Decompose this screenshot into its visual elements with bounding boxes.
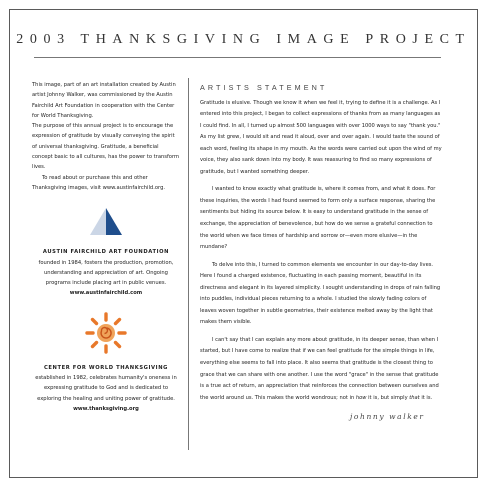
statement-paragraph-3: To delve into this, I turned to common elements we encounter in our day-to-day lives. Here I found a charged existence, fluctuating in each passing moment, beautiful in its directness and elegant in its layered simplicity. I sought understanding in drops of rain falling into puddles, individual pieces returning to a whole. I studied the slowly fading colors of leaves woven together in subtle geometries, their existence melted away by the light that makes them visible. — [200, 261, 441, 326]
column-divider — [188, 78, 189, 450]
page-title: 2003 THANKSGIVING IMAGE PROJECT — [16, 32, 471, 47]
statement-paragraph-1: Gratitude is elusive. Though we know it when we feel it, trying to define it is a challenge. As I entered into this project, I began to collect expressions of thanks from as many languages as I could find. In all, I turned up almost 500 languages with over 1000 ways to say "thank you." As my list grew, I would sit and read it aloud, over and over again. I would taste the sound of each word, feeling its shape in my mouth. As the words were carried out upon the wind of my voice, they also sank down into my body. It was reassuring to find so many expressions of gratitude, but I wanted something deeper. — [200, 99, 442, 175]
p4-start: I can't say that I can explain any more about gratitude, in its deeper sense, than when I started, but I have come to realize that if we can feel gratitude for the simple things in life, everything else seems to fall into place. It also seems that gratitude is the closest thing to grace that we can share with one another. I use the word "grace" in the sense that gratitude is a true act of return, an appreciation that reinforces the connection between ourselves and the world around us. This makes the world wondrous; not in — [200, 336, 439, 401]
p4-middle: it is, but simply — [366, 394, 410, 401]
foundation-url[interactable]: www.austinfairchild.com — [69, 290, 143, 297]
center-name: CENTER FOR WORLD THANKSGIVING — [44, 364, 168, 371]
center-description: established in 1982, celebrates humanity's oneness in expressing gratitude to God and is dedicated to exploring the healing and uniting power of gratitude. — [35, 375, 177, 402]
p4-emphasis-how: how — [355, 394, 367, 401]
artist-signature: johnny walker — [350, 412, 425, 421]
foundation-description: founded in 1984, fosters the production, promotion, understanding and appreciation of art. Ongoing programs include placing art in public venues. — [38, 259, 174, 287]
foundation-name: AUSTIN FAIRCHILD ART FOUNDATION — [42, 249, 170, 256]
foundation-block — [32, 207, 180, 298]
p4-end: it is. — [419, 394, 433, 401]
left-column — [32, 80, 180, 414]
orange-sun-spiral-icon — [84, 311, 128, 355]
center-block — [32, 311, 180, 414]
statement-paragraph-2: I wanted to know exactly what gratitude is, where it comes from, and what it does. For these inquiries, the words I had found seemed to form only a surface response, sharing the sentiments but hiding its source below. It is easy to understand gratitude in the sense of exchange, the appreciation of benevolence, but how do we sense a grateful connection to the world when we face times of hardship and sorrow or—even more elusive—in the mundane? — [200, 186, 436, 251]
center-url[interactable]: www.thanksgiving.org — [73, 405, 139, 412]
blue-triangle-icon — [89, 207, 123, 237]
intro-paragraph-1: This image, part of an art installation created by Austin artist Johnny Walker, was commissioned by the Austin Fairchild Art Foundation in cooperation with the Center for World Thanksgiving. — [32, 82, 176, 119]
p4-emphasis-that: that — [409, 394, 420, 401]
artists-statement-heading: ARTISTS STATEMENT — [200, 83, 328, 92]
intro-paragraph-3: To read about or purchase this and other Thanksgiving images, visit www.austinfairchild.org. — [32, 174, 166, 191]
statement-paragraph-4 — [200, 335, 442, 404]
title-rule — [34, 57, 441, 58]
intro-paragraph-2: The purpose of this annual project is to encourage the expression of gratitude by visually conveying the spirit of universal thanksgiving. Gratitude, a beneficial concept basic to all cultures, has the power to transform lives. — [32, 123, 180, 171]
right-column — [200, 82, 442, 404]
